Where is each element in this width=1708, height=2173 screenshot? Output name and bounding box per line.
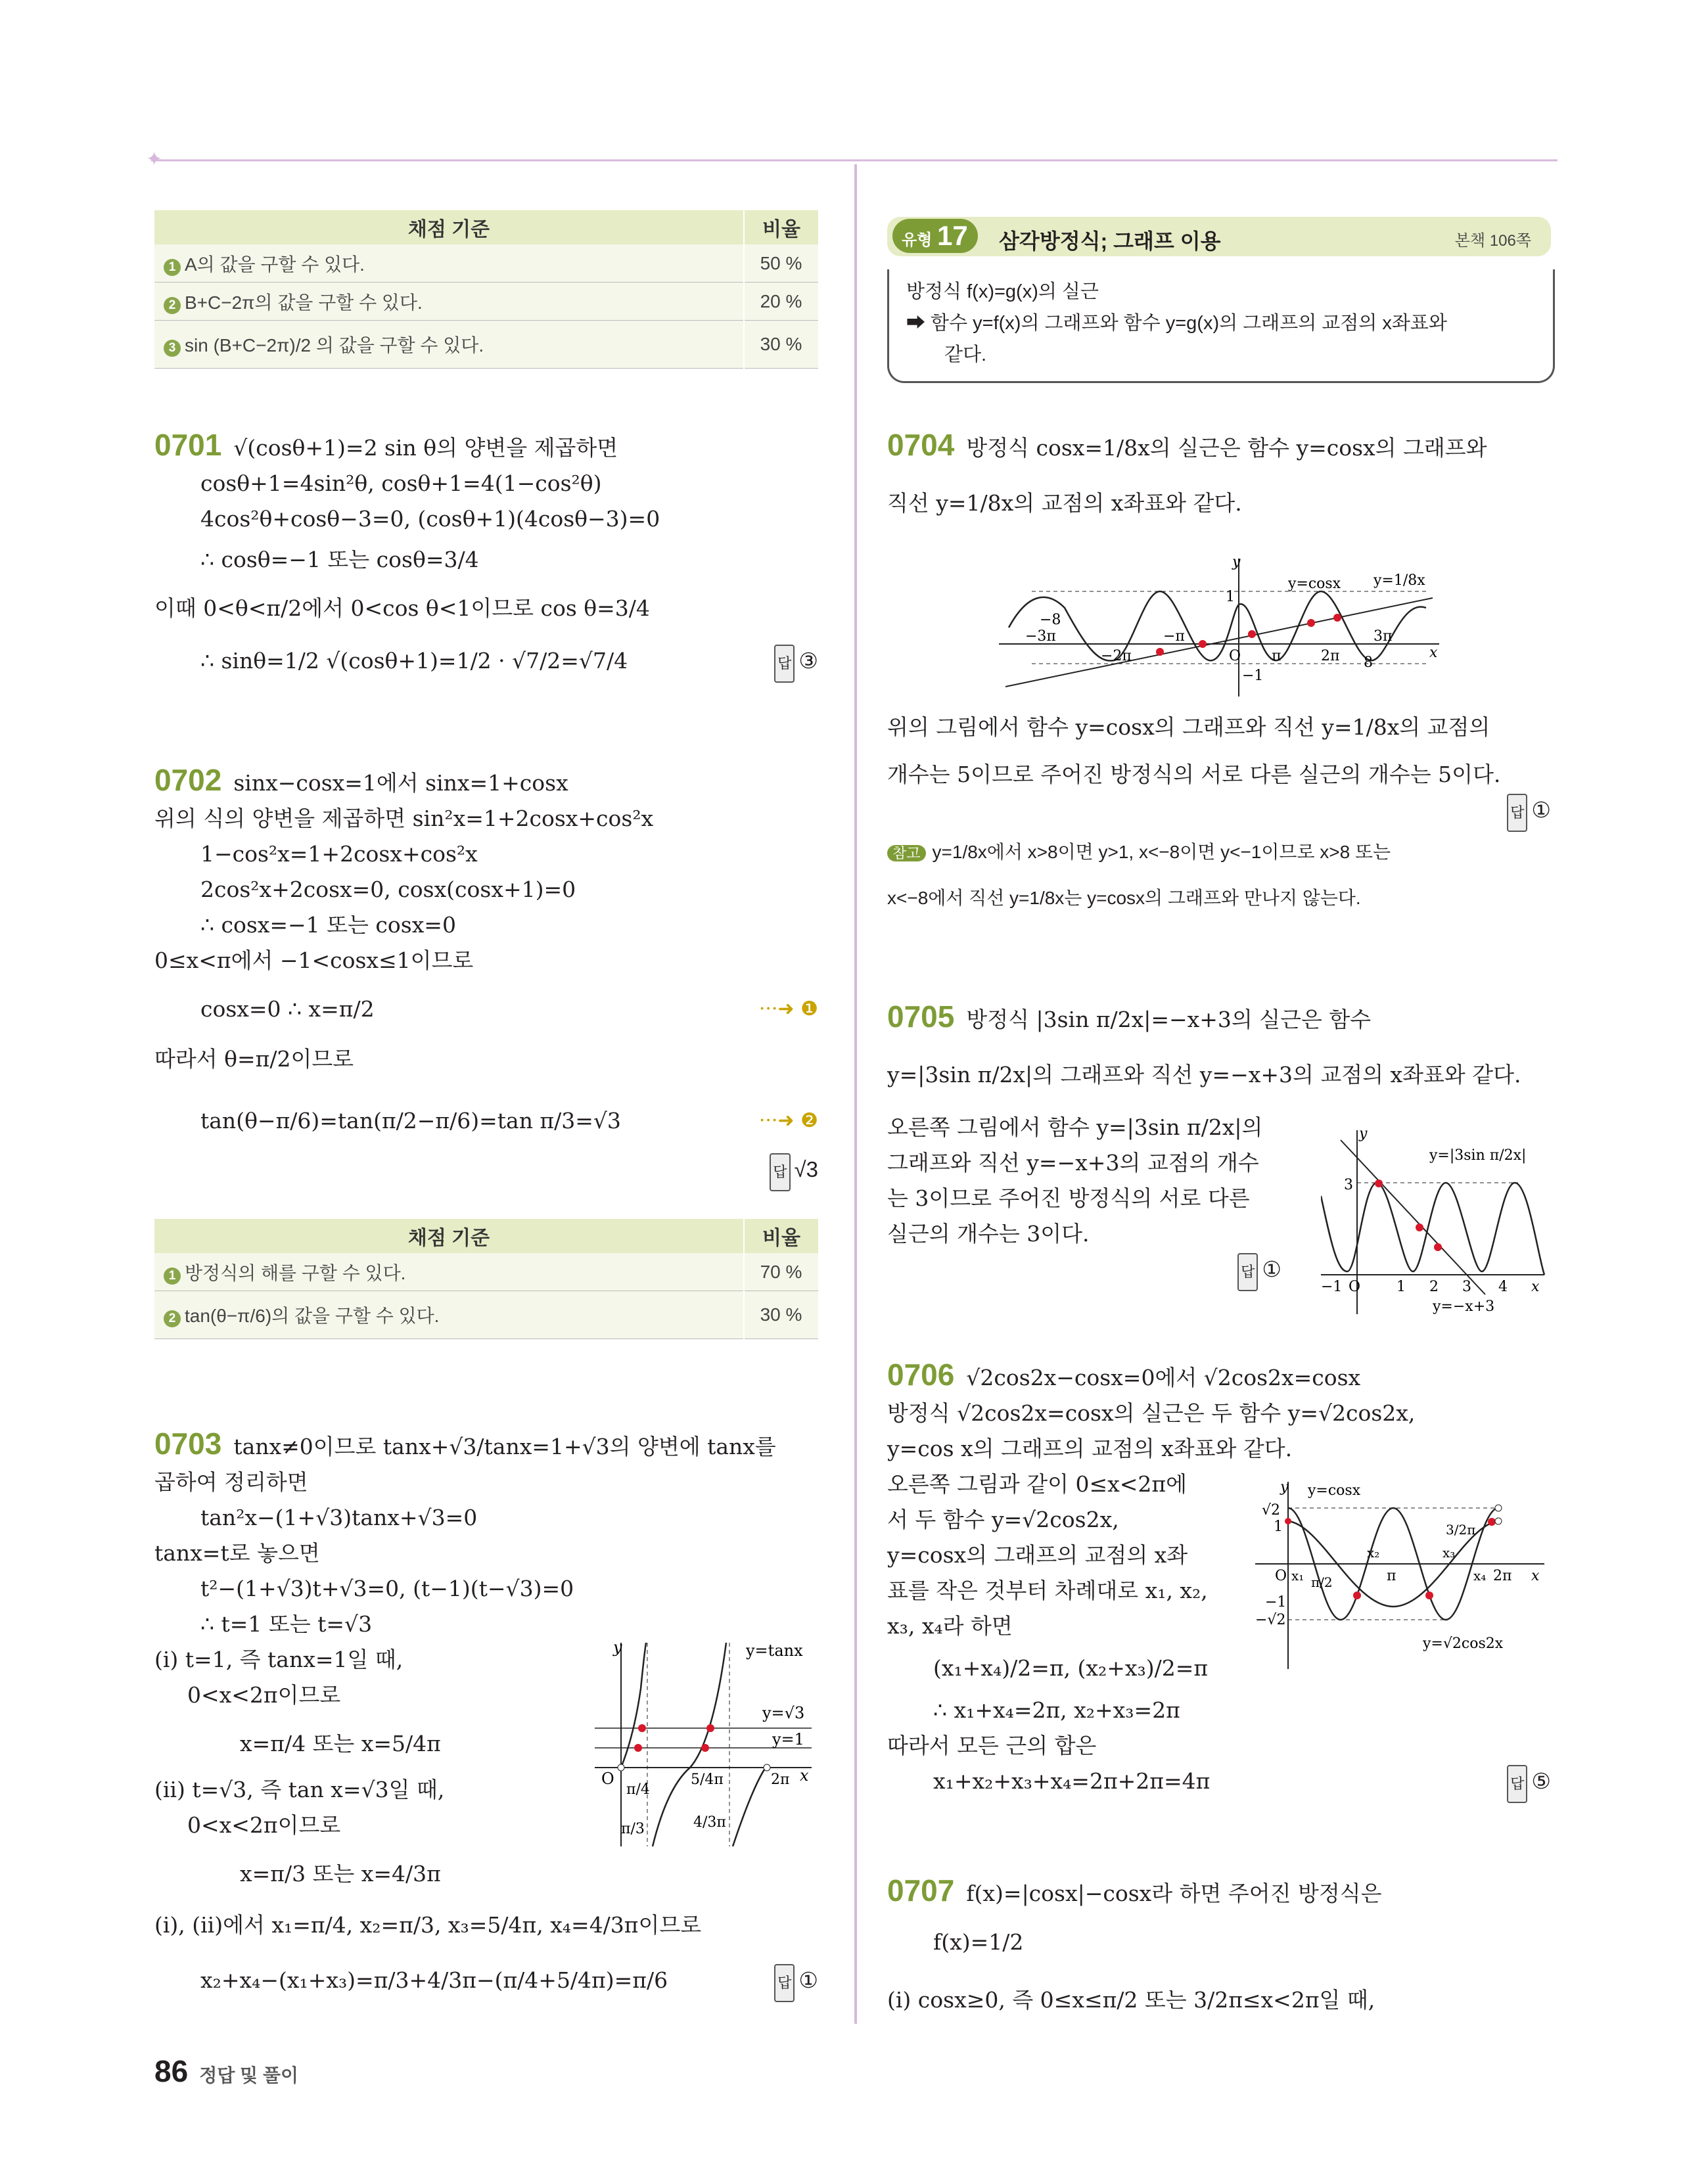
graph-label: x₂ bbox=[1367, 1545, 1380, 1561]
graph-label: 4 bbox=[1498, 1279, 1508, 1295]
answer-label-icon: 답 bbox=[770, 1153, 790, 1191]
answer-label-icon: 답 bbox=[774, 645, 795, 683]
tan-graph bbox=[595, 1636, 818, 1846]
table-row bbox=[154, 1291, 818, 1339]
graph-label: y=1 bbox=[772, 1730, 804, 1749]
solution-line: tanx≠0이므로 tanx+√3/tanx=1+√3의 양변에 tanx를 bbox=[233, 1434, 776, 1459]
problem-number: 0705 bbox=[887, 999, 955, 1034]
graph-label: 4/3π bbox=[693, 1814, 726, 1831]
graph-label: 8 bbox=[1364, 654, 1373, 671]
note-badge: 참고 bbox=[887, 845, 926, 861]
answer bbox=[770, 1152, 818, 1191]
graph-label: 3 bbox=[1344, 1177, 1353, 1193]
answer bbox=[774, 643, 818, 683]
answer-value: ⑤ bbox=[1531, 1769, 1551, 1793]
graph-label: 2π bbox=[1493, 1568, 1512, 1584]
ratio-cell: 30 % bbox=[744, 1291, 818, 1339]
solution-line: sinx−cosx=1에서 sinx=1+cosx bbox=[233, 770, 568, 796]
answer bbox=[1507, 792, 1551, 832]
score-table-1 bbox=[154, 210, 818, 369]
solution-line: ∴ sinθ=1/2 √(cosθ+1)=1/2 · √7/2=√7/4 bbox=[200, 648, 628, 674]
abs-sin-curve bbox=[1321, 1183, 1544, 1275]
intersection-point bbox=[1353, 1591, 1361, 1599]
table-row bbox=[154, 283, 818, 321]
table-header-criteria: 채점 기준 bbox=[154, 210, 744, 244]
graph-label: O bbox=[1229, 648, 1241, 664]
step-number: 1 bbox=[164, 1268, 181, 1285]
intersection-point bbox=[1375, 1179, 1383, 1187]
solution-line: 오른쪽 그림에서 함수 y=|3sin π/2x|의 bbox=[887, 1114, 1263, 1140]
table-row bbox=[154, 321, 818, 369]
intersection-point bbox=[634, 1744, 642, 1752]
footer-label: 정답 및 풀이 bbox=[199, 2065, 299, 2086]
solution-line: 0<x<2π이므로 bbox=[187, 1682, 341, 1708]
graph-label: 1 bbox=[1274, 1519, 1283, 1535]
concept-box bbox=[887, 269, 1555, 383]
solution-line: 따라서 θ=π/2이므로 bbox=[154, 1046, 354, 1072]
abs-sin-graph bbox=[1321, 1124, 1551, 1321]
graph-label: y=−x+3 bbox=[1433, 1298, 1495, 1315]
intersection-point bbox=[638, 1724, 646, 1732]
solution-line: f(x)=|cosx|−cosx라 하면 주어진 방정식은 bbox=[966, 1881, 1382, 1906]
solution-line: 직선 y=1/8x의 교점의 x좌표와 같다. bbox=[887, 490, 1242, 516]
answer-value: √3 bbox=[794, 1157, 818, 1181]
graph-label: y=|3sin π/2x| bbox=[1429, 1147, 1527, 1164]
ratio-cell: 70 % bbox=[744, 1253, 818, 1291]
solution-line: (x₁+x₄)/2=π, (x₂+x₃)/2=π bbox=[933, 1655, 1209, 1681]
graph-label: x₄ bbox=[1473, 1568, 1487, 1584]
table-header-criteria: 채점 기준 bbox=[154, 1219, 744, 1253]
solution-line: 이때 0<θ<π/2에서 0<cos θ<1이므로 cos θ=3/4 bbox=[154, 595, 650, 621]
graph-label: x bbox=[1531, 1568, 1540, 1584]
step-number: 2 bbox=[164, 297, 181, 314]
solution-line: 위의 그림에서 함수 y=cosx의 그래프와 직선 y=1/8x의 교점의 bbox=[887, 714, 1490, 740]
table-row bbox=[154, 1253, 818, 1291]
note-line: y=1/8x에서 x>8이면 y>1, x<−8이면 y<−1이므로 x>8 또는 bbox=[932, 842, 1391, 862]
solution-line: 개수는 5이므로 주어진 방정식의 서로 다른 실근의 개수는 5이다. bbox=[887, 762, 1501, 787]
cos-line-graph bbox=[992, 552, 1446, 697]
solution-line: ∴ cosθ=−1 또는 cosθ=3/4 bbox=[200, 547, 479, 572]
graph-label: 2π bbox=[1321, 648, 1340, 664]
solution-line: 그래프와 직선 y=−x+3의 교점의 개수 bbox=[887, 1150, 1259, 1176]
graph-label: −3π bbox=[1025, 628, 1056, 645]
graph-label: −1 bbox=[1242, 668, 1264, 684]
note-line: x<−8에서 직선 y=1/8x는 y=cosx의 그래프와 만나지 않는다. bbox=[887, 888, 1361, 908]
problem-number: 0703 bbox=[154, 1427, 222, 1461]
solution-line: f(x)=1/2 bbox=[933, 1929, 1024, 1955]
problem-number: 0704 bbox=[887, 428, 955, 462]
graph-label: 1 bbox=[1396, 1279, 1406, 1295]
graph-label: 3 bbox=[1462, 1279, 1471, 1295]
solution-line: 표를 작은 것부터 차례대로 x₁, x₂, bbox=[887, 1578, 1208, 1603]
solution-line: tan(θ−π/6)=tan(π/2−π/6)=tan π/3=√3 bbox=[200, 1108, 621, 1133]
graph-label: −1 bbox=[1321, 1279, 1343, 1295]
solution-line: (ⅰ) t=1, 즉 tanx=1일 때, bbox=[154, 1647, 404, 1672]
star-icon: ✦ bbox=[146, 148, 163, 171]
intersection-point bbox=[1285, 1518, 1291, 1524]
solution-line: y=cosx의 그래프의 교점의 x좌 bbox=[887, 1542, 1188, 1568]
table-header-ratio: 비율 bbox=[744, 210, 818, 244]
graph-label: O bbox=[1275, 1568, 1287, 1584]
tan-branch bbox=[733, 1768, 766, 1846]
graph-label: y=cosx bbox=[1308, 1482, 1361, 1499]
criteria-text: tan(θ−π/6)의 값을 구할 수 있다. bbox=[185, 1306, 440, 1326]
solution-line: tan²x−(1+√3)tanx+√3=0 bbox=[200, 1505, 478, 1530]
page-footer bbox=[154, 2053, 298, 2089]
page-number: 86 bbox=[154, 2054, 189, 2088]
table-header-ratio: 비율 bbox=[744, 1219, 818, 1253]
intersection-point bbox=[706, 1724, 714, 1732]
solution-line: (ⅰ), (ⅱ)에서 x₁=π/4, x₂=π/3, x₃=5/4π, x₄=4/3π이므로 bbox=[154, 1912, 702, 1938]
step-marker-2: ···➜ ❷ bbox=[758, 1109, 818, 1132]
solution-line: √(cosθ+1)=2 sin θ의 양변을 제곱하면 bbox=[233, 435, 618, 461]
score-table-2 bbox=[154, 1219, 818, 1339]
graph-label: −1 bbox=[1265, 1594, 1287, 1611]
solution-line: 방정식 |3sin π/2x|=−x+3의 실근은 함수 bbox=[966, 1007, 1372, 1032]
solution-line: 4cos²θ+cosθ−3=0, (cosθ+1)(4cosθ−3)=0 bbox=[200, 506, 660, 532]
graph-label: −8 bbox=[1040, 612, 1061, 628]
ratio-cell: 20 % bbox=[744, 283, 818, 321]
type-badge-label: 유형 bbox=[902, 231, 933, 249]
solution-line: y=cos x의 그래프의 교점의 x좌표와 같다. bbox=[887, 1436, 1293, 1461]
graph-label: x bbox=[1531, 1279, 1540, 1295]
graph-label: −π bbox=[1163, 628, 1185, 645]
problem-0701 bbox=[154, 427, 818, 679]
answer-label-icon: 답 bbox=[1507, 1765, 1527, 1803]
solution-line: t²−(1+√3)t+√3=0, (t−1)(t−√3)=0 bbox=[200, 1576, 574, 1601]
type-title: 삼각방정식; 그래프 이용 bbox=[999, 229, 1221, 253]
step-number: 3 bbox=[164, 340, 181, 357]
solution-line: 0<x<2π이므로 bbox=[187, 1812, 341, 1838]
step-number: 2 bbox=[164, 1310, 181, 1327]
graph-label: −√2 bbox=[1255, 1612, 1286, 1628]
graph-label: y=√3 bbox=[762, 1704, 805, 1722]
open-point bbox=[618, 1764, 624, 1771]
graph-label: √2 bbox=[1262, 1502, 1281, 1519]
problem-number: 0707 bbox=[887, 1873, 955, 1908]
solution-line: x₃, x₄라 하면 bbox=[887, 1613, 1013, 1639]
problem-0702 bbox=[154, 762, 818, 1187]
solution-line: ∴ cosx=−1 또는 cosx=0 bbox=[200, 912, 456, 938]
solution-line: 방정식 √2cos2x=cosx의 실근은 두 함수 y=√2cos2x, bbox=[887, 1400, 1416, 1426]
solution-line: tanx=t로 놓으면 bbox=[154, 1540, 320, 1566]
graph-label: 1 bbox=[1226, 589, 1235, 605]
intersection-point bbox=[1434, 1243, 1442, 1251]
solution-line: y=|3sin π/2x|의 그래프와 직선 y=−x+3의 교점의 x좌표와 같다. bbox=[887, 1062, 1521, 1087]
tan-branch bbox=[621, 1643, 646, 1768]
box-line: 같다. bbox=[944, 344, 987, 365]
type-badge-number: 17 bbox=[937, 220, 968, 251]
answer bbox=[774, 1963, 818, 2002]
graph-label: y bbox=[1359, 1126, 1368, 1142]
intersection-point bbox=[701, 1744, 709, 1752]
graph-label: x bbox=[800, 1766, 809, 1785]
graph-label: 5/4π bbox=[691, 1772, 724, 1788]
solution-line: 방정식 cosx=1/8x의 실근은 함수 y=cosx의 그래프와 bbox=[966, 435, 1487, 461]
problem-0704 bbox=[887, 427, 1551, 521]
graph-label: π/3 bbox=[621, 1821, 645, 1837]
solution-line: 는 3이므로 주어진 방정식의 서로 다른 bbox=[887, 1185, 1250, 1211]
graph-label: O bbox=[601, 1770, 614, 1788]
solution-line: x₁+x₂+x₃+x₄=2π+2π=4π bbox=[933, 1768, 1211, 1794]
solution-line: 따라서 모든 근의 합은 bbox=[887, 1733, 1097, 1758]
open-point bbox=[1495, 1505, 1502, 1511]
solution-line: ∴ t=1 또는 t=√3 bbox=[200, 1611, 373, 1637]
box-line: ➡ 함수 y=f(x)의 그래프와 함수 y=g(x)의 그래프의 교점의 x좌표와 bbox=[906, 313, 1447, 334]
solution-line: 0≤x<π에서 −1<cosx≤1이므로 bbox=[154, 948, 474, 973]
graph-label: π bbox=[1272, 648, 1281, 664]
answer-label-icon: 답 bbox=[1507, 794, 1527, 832]
graph-label: y bbox=[613, 1638, 622, 1657]
graph-label: y bbox=[1232, 554, 1241, 570]
solution-line: x=π/3 또는 x=4/3π bbox=[240, 1861, 441, 1887]
intersection-point bbox=[1248, 630, 1256, 638]
answer-value: ③ bbox=[798, 649, 818, 673]
solution-line: cosx=0 ∴ x=π/2 bbox=[200, 996, 375, 1022]
intersection-point bbox=[1416, 1224, 1423, 1231]
graph-label: 3/2π bbox=[1446, 1522, 1476, 1538]
solution-line: 위의 식의 양변을 제곱하면 sin²x=1+2cosx+cos²x bbox=[154, 806, 654, 831]
intersection-point bbox=[1488, 1518, 1496, 1526]
answer bbox=[1507, 1764, 1551, 1803]
ratio-cell: 50 % bbox=[744, 244, 818, 283]
solution-line: x=π/4 또는 x=5/4π bbox=[240, 1731, 441, 1756]
type-header bbox=[887, 217, 1551, 256]
intersection-point bbox=[1307, 619, 1315, 627]
graph-label: y=1/8x bbox=[1373, 572, 1425, 589]
graph-label: −2π bbox=[1101, 648, 1132, 664]
graph-label: π/2 bbox=[1311, 1574, 1333, 1590]
intersection-point bbox=[1425, 1591, 1433, 1599]
solution-line: cosθ+1=4sin²θ, cosθ+1=4(1−cos²θ) bbox=[200, 470, 602, 496]
answer bbox=[1237, 1252, 1281, 1291]
problem-number: 0701 bbox=[154, 428, 222, 462]
solution-line: x₂+x₄−(x₁+x₃)=π/3+4/3π−(π/4+5/4π)=π/6 bbox=[200, 1967, 668, 1993]
open-point bbox=[1495, 1518, 1502, 1524]
answer-value: ① bbox=[798, 1968, 818, 1992]
solution-line: (ⅱ) t=√3, 즉 tan x=√3일 때, bbox=[154, 1777, 445, 1802]
step-marker-1: ···➜ ❶ bbox=[758, 997, 818, 1020]
graph-label: π bbox=[1387, 1568, 1396, 1584]
solution-line: 곱하여 정리하면 bbox=[154, 1469, 308, 1495]
cos2x-graph bbox=[1255, 1478, 1551, 1676]
answer-value: ① bbox=[1531, 798, 1551, 822]
step-number: 1 bbox=[164, 259, 181, 276]
column-divider bbox=[854, 164, 857, 2024]
ratio-cell: 30 % bbox=[744, 321, 818, 369]
intersection-point bbox=[1156, 648, 1164, 656]
graph-label: y bbox=[1280, 1479, 1289, 1496]
criteria-text: B+C−2π의 값을 구할 수 있다. bbox=[185, 292, 423, 313]
line-x-over-8 bbox=[1005, 598, 1433, 687]
graph-label: y=tanx bbox=[746, 1641, 803, 1660]
problem-number: 0702 bbox=[154, 763, 222, 797]
type-reference: 본책 106쪽 bbox=[1454, 232, 1531, 250]
solution-line: (ⅰ) cosx≥0, 즉 0≤x≤π/2 또는 3/2π≤x<2π일 때, bbox=[887, 1987, 1375, 2013]
box-line: 방정식 f(x)=g(x)의 실근 bbox=[906, 281, 1099, 302]
graph-label: 2 bbox=[1429, 1279, 1439, 1295]
answer-label-icon: 답 bbox=[1237, 1253, 1258, 1291]
solution-line: 서 두 함수 y=√2cos2x, bbox=[887, 1507, 1119, 1532]
problem-number: 0706 bbox=[887, 1358, 955, 1392]
criteria-text: 방정식의 해를 구할 수 있다. bbox=[185, 1262, 406, 1283]
solution-line: 실근의 개수는 3이다. bbox=[887, 1221, 1090, 1247]
intersection-point bbox=[1199, 640, 1207, 648]
cos-curve bbox=[1009, 591, 1426, 661]
table-row bbox=[154, 244, 818, 283]
answer-label-icon: 답 bbox=[774, 1964, 795, 2002]
graph-label: y=√2cos2x bbox=[1423, 1635, 1504, 1652]
graph-label: 3π bbox=[1373, 628, 1393, 645]
solution-line: ∴ x₁+x₄=2π, x₂+x₃=2π bbox=[933, 1697, 1180, 1723]
solution-line: √2cos2x−cosx=0에서 √2cos2x=cosx bbox=[966, 1365, 1361, 1390]
open-point bbox=[764, 1764, 770, 1771]
left-column bbox=[154, 210, 821, 1993]
graph-label: x₃ bbox=[1443, 1545, 1456, 1561]
graph-label: x₁ bbox=[1291, 1568, 1304, 1584]
graph-label: y=cosx bbox=[1288, 576, 1341, 592]
graph-label: x bbox=[1429, 645, 1438, 661]
criteria-text: sin (B+C−2π)/2 의 값을 구할 수 있다. bbox=[185, 335, 484, 355]
solution-line: 1−cos²x=1+2cosx+cos²x bbox=[200, 841, 478, 867]
problem-0707 bbox=[887, 1873, 1551, 2018]
top-rule bbox=[151, 158, 1558, 163]
answer-value: ① bbox=[1262, 1257, 1281, 1281]
intersection-point bbox=[1333, 614, 1341, 622]
solution-line: 2cos²x+2cosx=0, cosx(cosx+1)=0 bbox=[200, 877, 576, 902]
graph-label: O bbox=[1349, 1279, 1361, 1295]
type-badge bbox=[892, 219, 978, 253]
problem-0704-conclusion bbox=[887, 710, 1551, 916]
graph-label: 2π bbox=[771, 1772, 790, 1788]
graph-label: π/4 bbox=[626, 1781, 650, 1798]
solution-line-with-answer bbox=[154, 643, 818, 679]
solution-line: 오른쪽 그림과 같이 0≤x<2π에 bbox=[887, 1471, 1187, 1497]
criteria-text: A의 값을 구할 수 있다. bbox=[185, 254, 365, 275]
